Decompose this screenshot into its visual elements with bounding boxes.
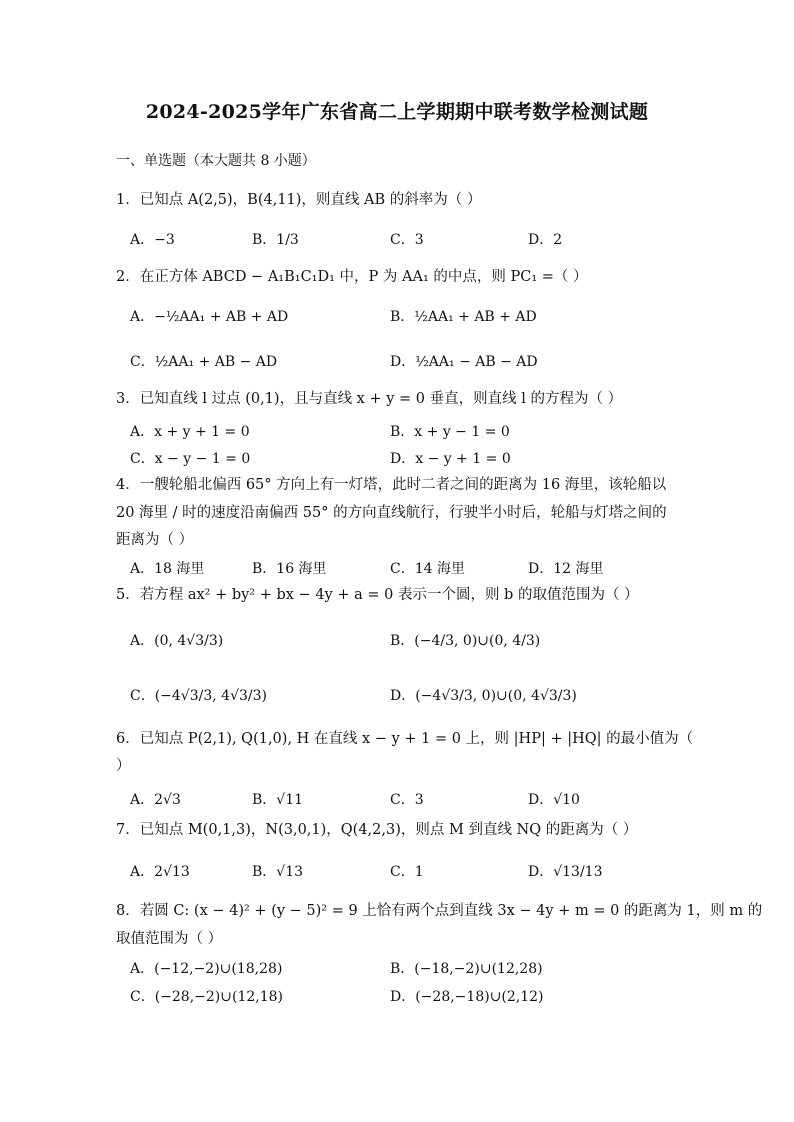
q8-option-c: C．(−28,−2)∪(12,18) [130, 989, 284, 1005]
question-1: 1．已知点 A(2,5)，B(4,11)，则直线 AB 的斜率为（ ） [116, 192, 482, 208]
question-5: 5．若方程 ax² + by² + bx − 4y + a = 0 表示一个圆，则 b 的取值范围为（ ） [116, 587, 639, 603]
q4-option-a: A．18 海里 [130, 561, 205, 577]
question-4-line-3: 距离为（ ） [116, 532, 194, 548]
q5-option-c: C．(−4√3/3, 4√3/3) [130, 688, 267, 704]
q7-option-d: D．√13/13 [528, 864, 603, 880]
question-8-line-2: 取值范围为（ ） [116, 931, 223, 947]
q1-option-d: D．2 [528, 232, 563, 248]
q5-option-b: B．(−4/3, 0)∪(0, 4/3) [390, 633, 541, 649]
question-3: 3．已知直线 l 过点 (0,1)，且与直线 x + y = 0 垂直，则直线 l 的方程为（ ） [116, 391, 623, 407]
q7-option-c: C．1 [390, 864, 424, 880]
q7-option-a: A．2√13 [130, 864, 190, 880]
question-4-line-1: 4．一艘轮船北偏西 65° 方向上有一灯塔，此时二者之间的距离为 16 海里，该轮船以 [116, 477, 667, 493]
page-title: 2024-2025学年广东省高二上学期期中联考数学检测试题 [145, 101, 649, 123]
q2-option-b: B．½AA₁ + AB + AD [390, 309, 537, 325]
q1-option-b: B．1/3 [252, 232, 299, 248]
q3-option-c: C．x − y − 1 = 0 [130, 451, 251, 467]
question-8-line-1: 8．若圆 C: (x − 4)² + (y − 5)² = 9 上恰有两个点到直线 3x − 4y + m = 0 的距离为 1，则 m 的 [116, 903, 763, 919]
q4-option-c: C．14 海里 [390, 561, 465, 577]
q6-option-c: C．3 [390, 792, 424, 808]
q6-option-a: A．2√3 [130, 792, 181, 808]
q5-option-d: D．(−4√3/3, 0)∪(0, 4√3/3) [390, 688, 577, 704]
q2-option-d: D．½AA₁ − AB − AD [390, 354, 538, 370]
section-heading: 一、单选题（本大题共 8 小题） [116, 153, 316, 169]
question-6-line-1: 6．已知点 P(2,1), Q(1,0), H 在直线 x − y + 1 = 0 上，则 |HP| + |HQ| 的最小值为（ [116, 731, 694, 747]
q4-option-b: B．16 海里 [252, 561, 327, 577]
q5-option-a: A．(0, 4√3/3) [130, 633, 224, 649]
question-7: 7．已知点 M(0,1,3)，N(3,0,1)，Q(4,2,3)，则点 M 到直线 NQ 的距离为（ ） [116, 822, 638, 838]
q8-option-d: D．(−28,−18)∪(2,12) [390, 989, 544, 1005]
q1-option-a: A．−3 [130, 232, 175, 248]
q3-option-b: B．x + y − 1 = 0 [390, 424, 510, 440]
q3-option-a: A．x + y + 1 = 0 [130, 424, 250, 440]
q4-option-d: D．12 海里 [528, 561, 604, 577]
question-6-line-2: ） [116, 758, 131, 774]
q8-option-b: B．(−18,−2)∪(12,28) [390, 961, 543, 977]
q8-option-a: A．(−12,−2)∪(18,28) [130, 961, 283, 977]
q6-option-b: B．√11 [252, 792, 304, 808]
question-2: 2．在正方体 ABCD − A₁B₁C₁D₁ 中，P 为 AA₁ 的中点，则 PC₁ =（ ） [116, 269, 588, 285]
q2-option-a: A．−½AA₁ + AB + AD [130, 309, 289, 325]
q1-option-c: C．3 [390, 232, 424, 248]
q2-option-c: C．½AA₁ + AB − AD [130, 354, 278, 370]
q3-option-d: D．x − y + 1 = 0 [390, 451, 511, 467]
q6-option-d: D．√10 [528, 792, 580, 808]
question-4-line-2: 20 海里 / 时的速度沿南偏西 55° 的方向直线航行，行驶半小时后，轮船与灯塔之间的 [116, 505, 667, 521]
q7-option-b: B．√13 [252, 864, 304, 880]
